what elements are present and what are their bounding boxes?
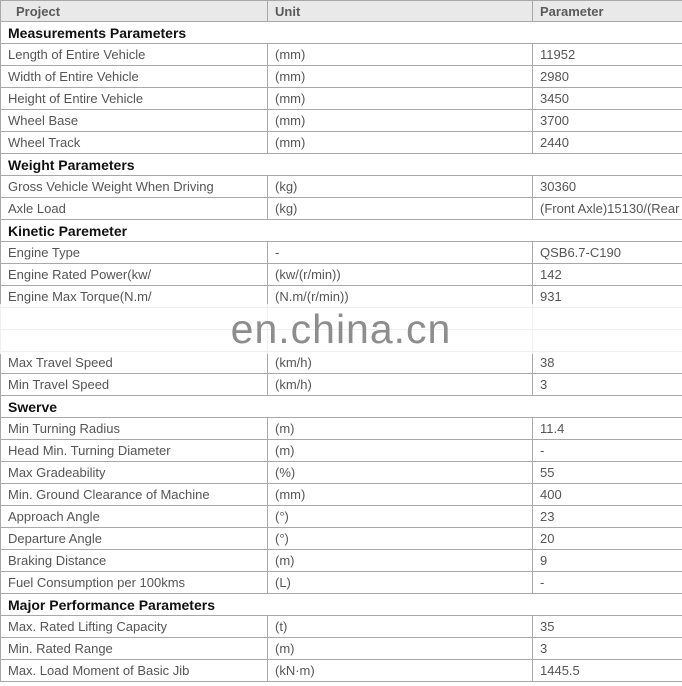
cell-project: Height of Entire Vehicle <box>1 88 268 110</box>
cell-project: Length of Entire Vehicle <box>1 44 268 66</box>
cell-unit: (m) <box>268 440 533 462</box>
watermark-text: en.china.cn <box>230 306 452 352</box>
cell-parameter: - <box>533 572 682 594</box>
cell-parameter: 38 <box>533 352 682 374</box>
table-row <box>1 418 682 440</box>
cell-project: Wheel Base <box>1 110 268 132</box>
cell-project: Max Gradeability <box>1 462 268 484</box>
cell-project: Approach Angle <box>1 506 268 528</box>
section-header-row <box>1 594 682 616</box>
cell-unit: - <box>268 242 533 264</box>
cell-unit: (km/h) <box>268 352 533 374</box>
cell-parameter: QSB6.7-C190 <box>533 242 682 264</box>
table-row <box>1 506 682 528</box>
cell-project: Max Travel Speed <box>1 352 268 374</box>
cell-unit: (m) <box>268 638 533 660</box>
cell-parameter: 23 <box>533 506 682 528</box>
cell-project: Min Travel Speed <box>1 374 268 396</box>
cell-parameter: 9 <box>533 550 682 572</box>
section-title: Measurements Parameters <box>1 22 682 44</box>
cell-unit: (kN·m) <box>268 660 533 682</box>
cell-project: Engine Max Torque(N.m/ <box>1 286 268 308</box>
cell-unit: (m) <box>268 550 533 572</box>
table-row <box>1 110 682 132</box>
cell-project: Axle Load <box>1 198 268 220</box>
section-header-row <box>1 154 682 176</box>
cell-parameter: 142 <box>533 264 682 286</box>
table-row <box>1 528 682 550</box>
cell-parameter: - <box>533 440 682 462</box>
cell-unit: (mm) <box>268 110 533 132</box>
cell-project: Gross Vehicle Weight When Driving <box>1 176 268 198</box>
cell-parameter: 400 <box>533 484 682 506</box>
cell-parameter: 35 <box>533 616 682 638</box>
cell-unit: (°) <box>268 528 533 550</box>
section-title: Kinetic Paremeter <box>1 220 682 242</box>
cell-project: Wheel Track <box>1 132 268 154</box>
cell-parameter: 20 <box>533 528 682 550</box>
cell-unit: (L) <box>268 572 533 594</box>
cell-unit: (kg) <box>268 198 533 220</box>
table-row <box>1 462 682 484</box>
section-title: Swerve <box>1 396 682 418</box>
cell-unit: (mm) <box>268 66 533 88</box>
cell-parameter: 30360 <box>533 176 682 198</box>
cell-unit: (kg) <box>268 176 533 198</box>
table-row <box>1 176 682 198</box>
table-row <box>1 264 682 286</box>
cell-parameter: 3 <box>533 374 682 396</box>
cell-parameter: 931 <box>533 286 682 308</box>
cell-parameter: 2440 <box>533 132 682 154</box>
header-parameter: Parameter <box>533 1 682 22</box>
table-row <box>1 550 682 572</box>
table-row <box>1 616 682 638</box>
section-title: Weight Parameters <box>1 154 682 176</box>
table-row <box>1 374 682 396</box>
table-row <box>1 440 682 462</box>
cell-unit: (mm) <box>268 132 533 154</box>
table-row <box>1 44 682 66</box>
table-row <box>1 572 682 594</box>
header-project: Project <box>1 1 268 22</box>
cell-project: Braking Distance <box>1 550 268 572</box>
section-header-row <box>1 22 682 44</box>
cell-parameter: 3 <box>533 638 682 660</box>
cell-parameter: 1445.5 <box>533 660 682 682</box>
cell-unit: (°) <box>268 506 533 528</box>
table-row <box>1 198 682 220</box>
cell-unit: (km/h) <box>268 374 533 396</box>
cell-parameter: 3700 <box>533 110 682 132</box>
table-row <box>1 88 682 110</box>
cell-project: Departure Angle <box>1 528 268 550</box>
section-header-row <box>1 396 682 418</box>
cell-project: Engine Rated Power(kw/ <box>1 264 268 286</box>
table-row <box>1 132 682 154</box>
table-row <box>1 660 682 682</box>
section-title: Major Performance Parameters <box>1 594 682 616</box>
cell-unit: (mm) <box>268 88 533 110</box>
cell-unit: (mm) <box>268 484 533 506</box>
cell-project: Max. Load Moment of Basic Jib <box>1 660 268 682</box>
cell-project: Width of Entire Vehicle <box>1 66 268 88</box>
cell-unit: (m) <box>268 418 533 440</box>
cell-unit: (t) <box>268 616 533 638</box>
cell-unit: (kw/(r/min)) <box>268 264 533 286</box>
cell-project: Min. Ground Clearance of Machine <box>1 484 268 506</box>
cell-parameter: 11.4 <box>533 418 682 440</box>
cell-parameter: 55 <box>533 462 682 484</box>
cell-project: Fuel Consumption per 100kms <box>1 572 268 594</box>
table-row <box>1 242 682 264</box>
cell-parameter: 2980 <box>533 66 682 88</box>
header-unit: Unit <box>268 1 533 22</box>
cell-project: Min. Rated Range <box>1 638 268 660</box>
table-row <box>1 66 682 88</box>
cell-project: Min Turning Radius <box>1 418 268 440</box>
table-row <box>1 484 682 506</box>
table-row <box>1 352 682 374</box>
cell-parameter: 3450 <box>533 88 682 110</box>
cell-project: Head Min. Turning Diameter <box>1 440 268 462</box>
cell-unit: (%) <box>268 462 533 484</box>
section-header-row <box>1 220 682 242</box>
table-row <box>1 638 682 660</box>
cell-unit: (mm) <box>268 44 533 66</box>
table-header-row <box>1 1 682 22</box>
cell-project: Max. Rated Lifting Capacity <box>1 616 268 638</box>
cell-unit: (N.m/(r/min)) <box>268 286 533 308</box>
cell-project: Engine Type <box>1 242 268 264</box>
cell-parameter: 11952 <box>533 44 682 66</box>
cell-parameter: (Front Axle)15130/(Rear <box>533 198 682 220</box>
